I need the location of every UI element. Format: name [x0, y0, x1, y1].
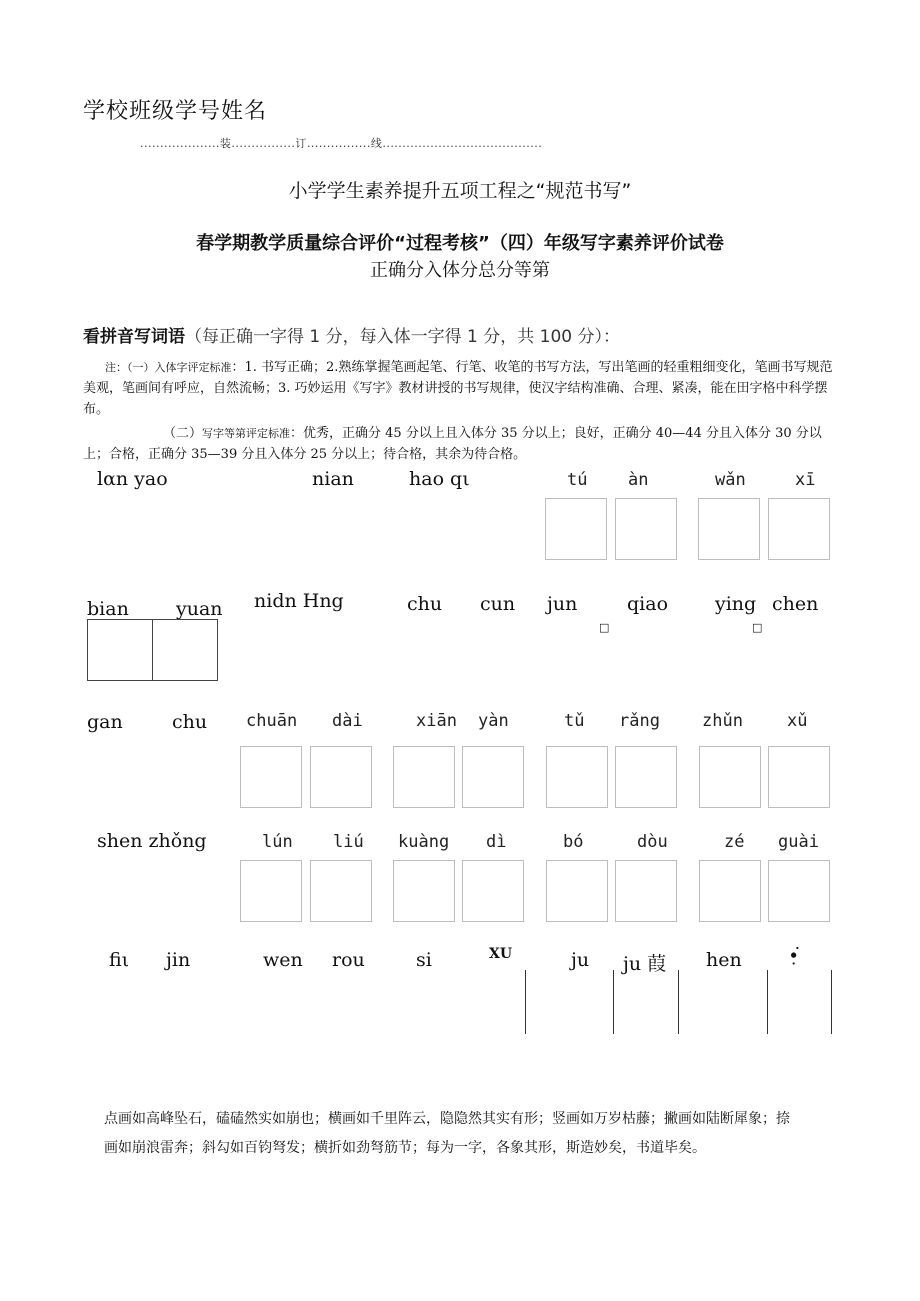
pinyin-row5-1: fiι [109, 949, 130, 971]
writing-box[interactable] [615, 746, 677, 808]
box-border-line [613, 970, 614, 1034]
note-standard-2 [83, 423, 835, 465]
writing-box[interactable] [240, 746, 302, 808]
writing-box[interactable] [240, 860, 302, 922]
box-border-line [831, 970, 832, 1034]
writing-box[interactable] [462, 860, 524, 922]
pinyin-row3-10: xǔ [787, 711, 808, 731]
note1-text: ：1. 书写正确；2.熟练掌握笔画起笔、行笔、收笔的书写方法，写出笔画的轻重粗细变化，笔画书写规范美观，笔画间有呼应，自然流畅；3. 巧妙运用《写字》教材讲授的书写规律，使汉字结构准确、合理、紧凑，能在田字格中科学摆布。 [83, 360, 833, 417]
box-border-line [767, 970, 768, 1034]
pinyin-row5-6: XU [489, 946, 513, 962]
pinyin-row2-2: yuan [176, 598, 223, 620]
pinyin-row3-9: zhǔn [702, 711, 743, 731]
pinyin-row4-6: bó [563, 832, 584, 852]
pinyin-row2-9: chen [772, 593, 819, 615]
pinyin-row3-3: chuān [246, 711, 298, 731]
writing-box[interactable] [768, 746, 830, 808]
pinyin-row3-8: rǎng [619, 711, 660, 731]
exam-title: 春学期教学质量综合评价“过程考核”（四）年级写字素养评价试卷 [196, 233, 724, 254]
pinyin-row3-6: yàn [478, 711, 509, 731]
pinyin-row4-9: guài [778, 832, 819, 852]
pinyin-row3-5: xiān [416, 711, 457, 731]
writing-box[interactable] [699, 860, 761, 922]
writing-box[interactable] [546, 746, 608, 808]
pinyin-row2-5: cun [480, 593, 516, 615]
note1-label: 注：（一）入体字评定标准 [105, 361, 232, 374]
pinyin-row4-3: liú [333, 832, 364, 852]
pinyin-row1-1: lαn yao [97, 468, 168, 490]
writing-box[interactable] [152, 619, 218, 681]
project-title: 小学学生素养提升五项工程之“规范书写” [288, 180, 632, 202]
pinyin-row2-3: nidn Hng [254, 590, 344, 612]
pinyin-row3-4: dài [332, 711, 363, 731]
writing-box[interactable] [393, 860, 455, 922]
pinyin-row2-6: jun [547, 593, 578, 615]
pinyin-row2-1: bian [87, 598, 129, 620]
writing-box[interactable] [87, 619, 153, 681]
box-border-line [678, 970, 679, 1034]
pinyin-row4-4: kuàng [398, 832, 450, 852]
pinyin-row1-7: xī [795, 470, 816, 490]
pinyin-row5-3: wen [263, 949, 303, 971]
pinyin-row3-7: tǔ [564, 711, 585, 731]
writing-box[interactable] [546, 860, 608, 922]
box-border-line [525, 970, 526, 1034]
pinyin-row2-8: ying [715, 593, 757, 615]
writing-box[interactable] [310, 746, 372, 808]
writing-box[interactable] [615, 498, 677, 560]
writing-box[interactable] [698, 498, 760, 560]
writing-box[interactable] [393, 746, 455, 808]
pinyin-row5-10: ∙̣͘ [789, 944, 799, 966]
question-heading: 看拼音写词语 [83, 327, 185, 347]
pinyin-row2-7: qiao [627, 593, 669, 615]
mark-square: □ [752, 621, 763, 634]
pinyin-row5-7: ju [571, 949, 590, 971]
pinyin-row5-9: hen [706, 949, 742, 971]
pinyin-row1-2: nian [312, 468, 354, 490]
pinyin-row5-8: ju 葭 [623, 953, 667, 975]
writing-box[interactable] [768, 860, 830, 922]
note2-prefix: （二） [163, 426, 203, 441]
pinyin-row4-5: dì [486, 832, 507, 852]
pinyin-row5-2: jin [166, 949, 191, 971]
writing-box[interactable] [462, 746, 524, 808]
pinyin-row3-1: gan [87, 711, 123, 733]
question-title [83, 322, 620, 347]
pinyin-row3-2: chu [172, 711, 208, 733]
pinyin-row4-2: lún [262, 832, 293, 852]
pinyin-row1-6: wǎn [715, 470, 746, 490]
writing-box[interactable] [545, 498, 607, 560]
pinyin-row1-4: tú [567, 470, 588, 490]
note2-text: ：优秀，正确分 45 分以上且入体分 35 分以上；良好，正确分 40—44 分且入体分 30 分以上；合格，正确分 35—39 分且入体分 25 分以上；待合格，其余为待合格。 [83, 426, 822, 462]
pinyin-row4-8: zé [724, 832, 745, 852]
writing-box[interactable] [615, 860, 677, 922]
pinyin-row2-4: chu [407, 593, 443, 615]
writing-box[interactable] [310, 860, 372, 922]
writing-box[interactable] [768, 498, 830, 560]
note-standard-1 [83, 357, 835, 420]
pinyin-row4-7: dòu [637, 832, 668, 852]
calligraphy-quote: 点画如高峰坠石，磕磕然实如崩也；横画如千里阵云，隐隐然其实有形；竖画如万岁枯藤；撇画如陆断犀象；捺画如崩浪雷奔；斜勾如百钧弩发；横折如劲弩筋节；每为一字，各象其形，斯造妙矣，书道毕矣。 [104, 1111, 790, 1156]
pinyin-row5-4: rou [332, 949, 365, 971]
pinyin-row5-5: si [416, 949, 432, 971]
note2-label: 写字等第评定标准 [202, 427, 291, 440]
writing-box[interactable] [699, 746, 761, 808]
pinyin-row1-5: àn [628, 470, 649, 490]
pinyin-row1-3: hao qι [409, 468, 470, 490]
mark-square: □ [599, 621, 610, 634]
score-header: 正确分入体分总分等第 [370, 260, 550, 281]
student-info-fields: 学校班级学号姓名 [83, 99, 268, 124]
pinyin-row4-1: shen zhǒng [97, 830, 207, 852]
question-scoring: （每正确一字得 1 分，每入体一字得 1 分，共 100 分）： [185, 327, 621, 347]
binding-cut-line: ....................装................订................线........................................ [140, 137, 543, 150]
